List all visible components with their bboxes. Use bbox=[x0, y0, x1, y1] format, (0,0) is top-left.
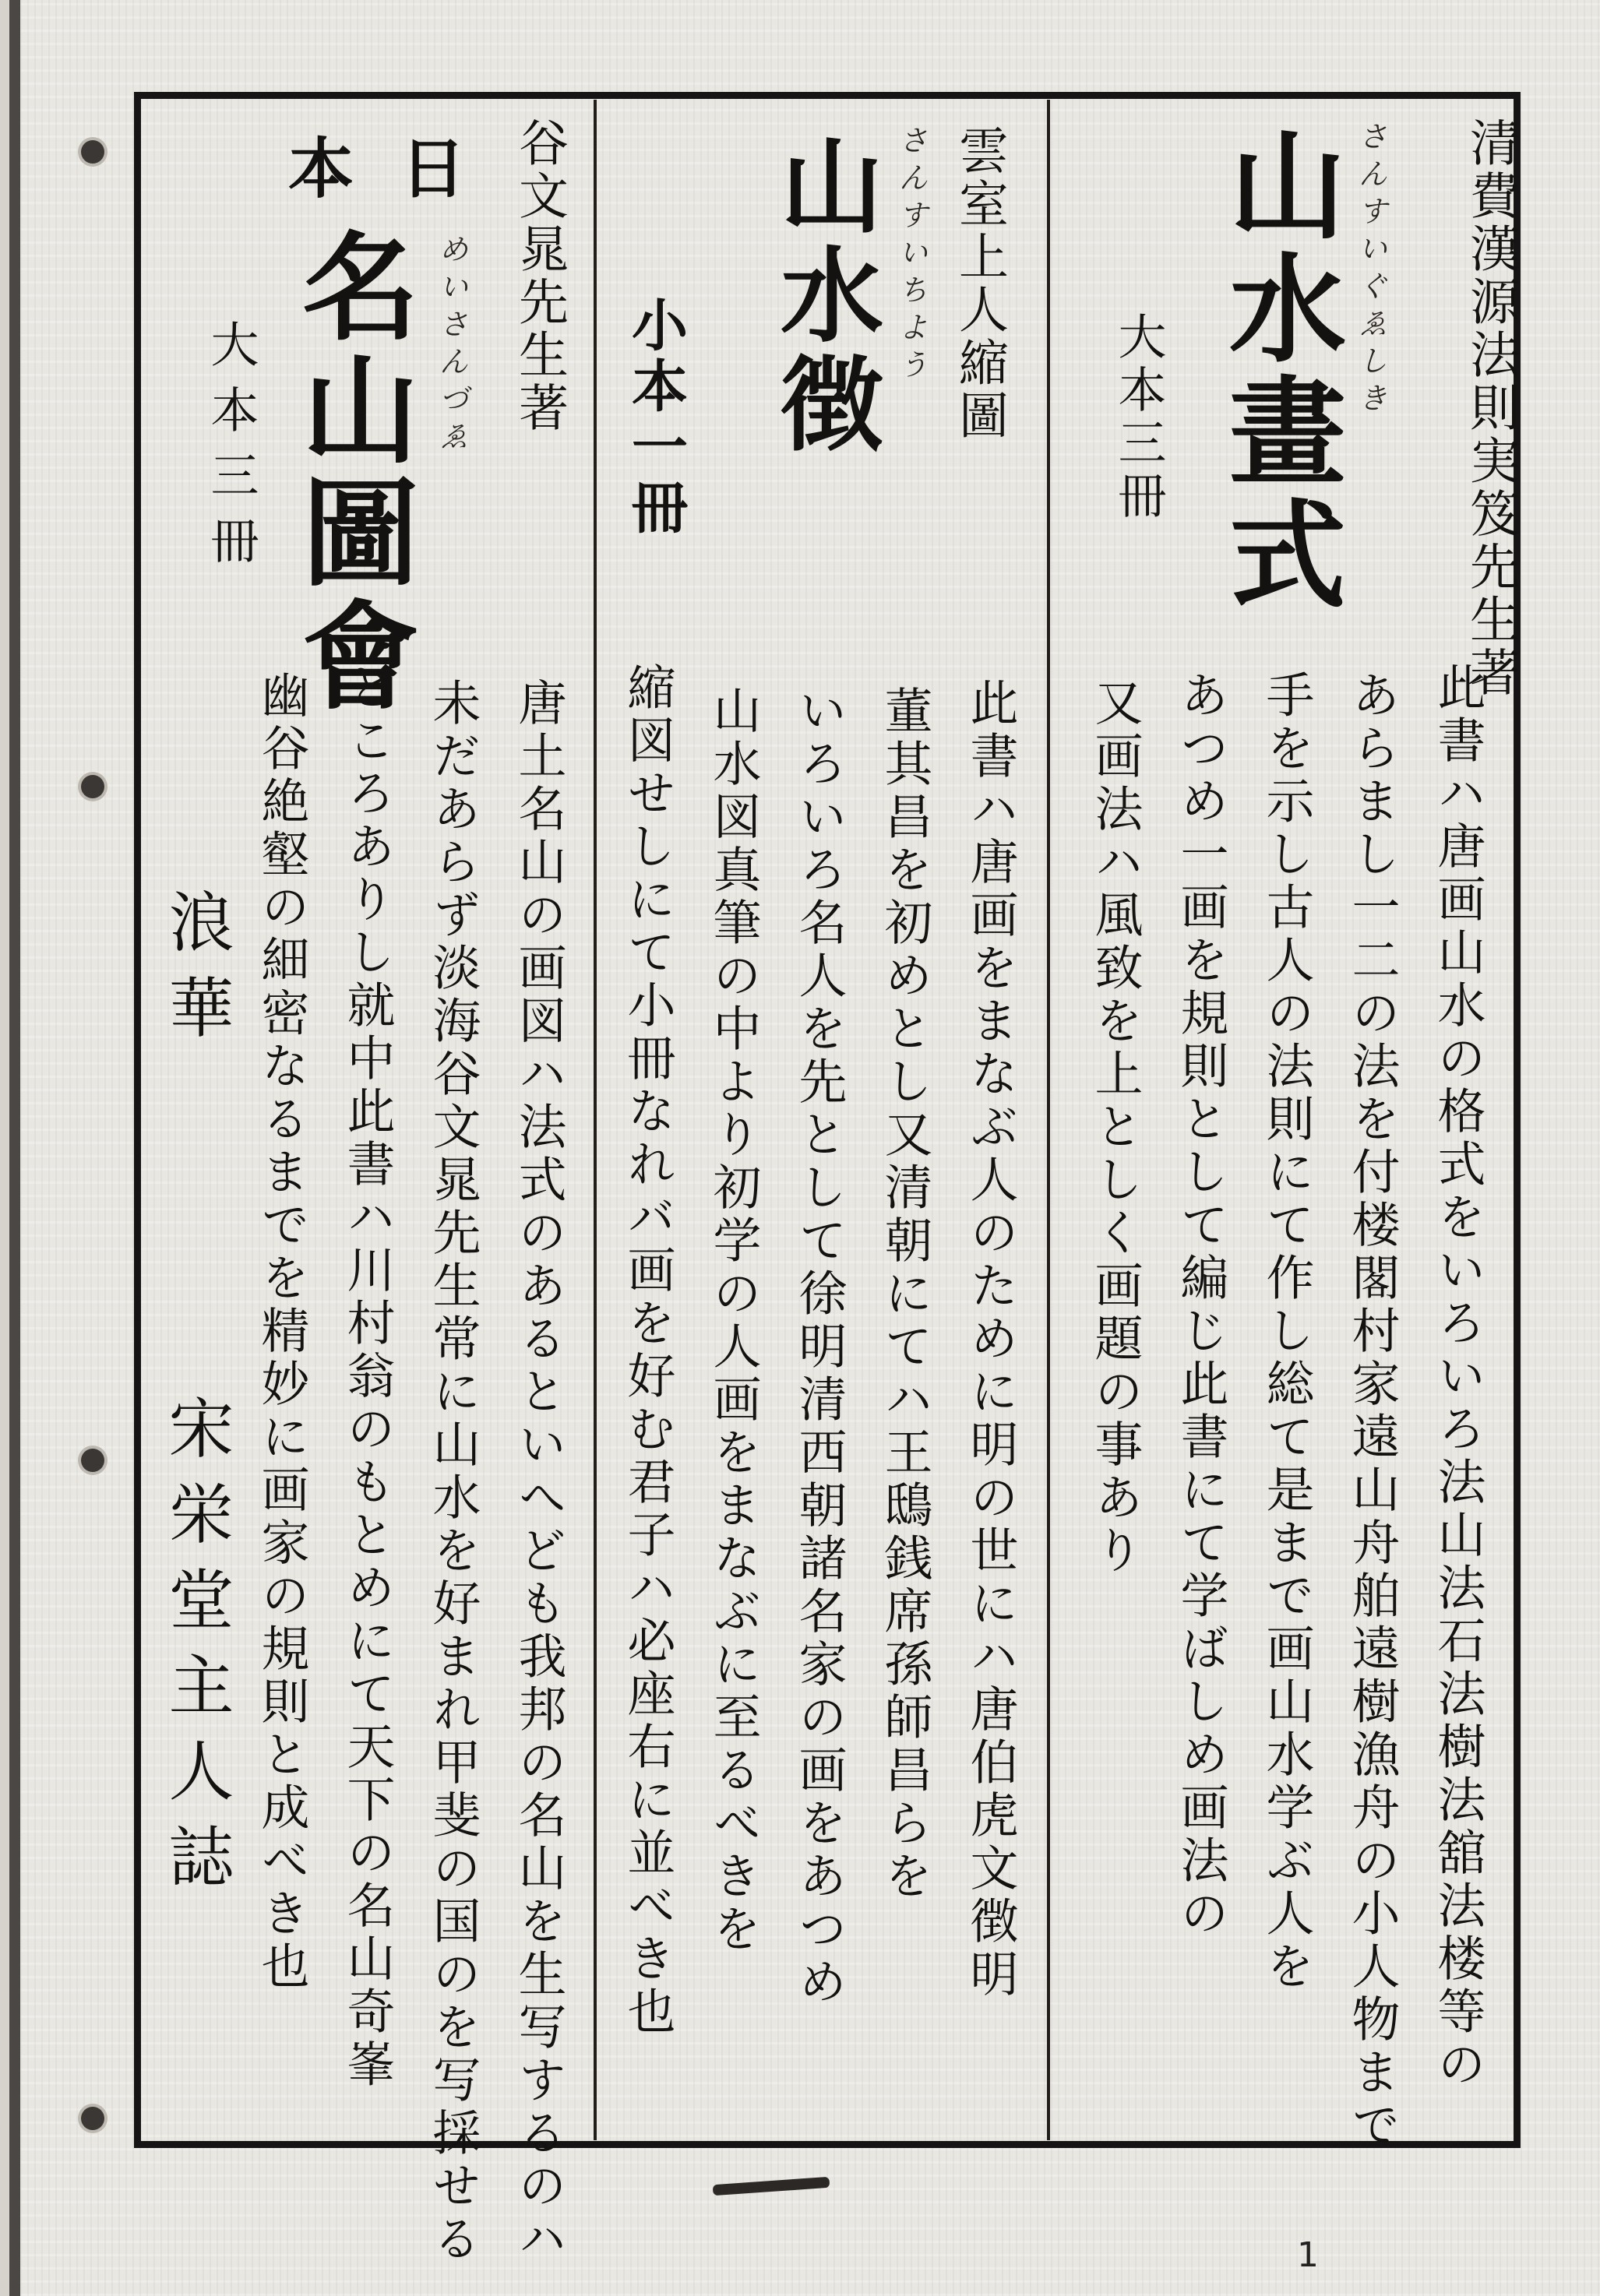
description-line: 董其昌を初めとし又清朝にてハ王鴟銭席孫師昌らを bbox=[876, 685, 933, 1903]
title-prefix: 日本 bbox=[288, 130, 513, 207]
book-author: 雲室上人縮圖 bbox=[950, 125, 1008, 442]
description-line: 未だあらず淡海谷文晁先生常に山水を好まれ甲斐の国のを写採せる bbox=[425, 678, 481, 2266]
binding-stitch-hole bbox=[81, 1449, 104, 1472]
book-title: 山水畫式 bbox=[1209, 125, 1346, 617]
binding-stitch-hole bbox=[81, 775, 104, 798]
book-title: 名山圖會 bbox=[282, 226, 419, 718]
description-line: 幽谷絶壑の細密なるまでを精妙に画家の規則と成べき也 bbox=[253, 670, 310, 1994]
description-line: あつめ一画を規則として編じ此書にて学ばしめ画法の bbox=[1172, 670, 1229, 1941]
book-title: 山水徴 bbox=[763, 132, 883, 460]
publisher-name: 宋栄堂主人誌 bbox=[158, 1394, 234, 1908]
column-divider bbox=[594, 100, 597, 2140]
description-line: 又画法ハ風致を上としく画題の事あり bbox=[1087, 678, 1144, 1578]
book-format: 大本三冊 bbox=[203, 319, 259, 581]
description-line: 此書ハ唐画山水の格式をいろいろ法山法石法樹法舘法楼等の bbox=[1429, 662, 1486, 2092]
description-line: ところありし就中此書ハ川村翁のもとめにて天下の名山奇峯 bbox=[339, 662, 396, 2092]
binding-stitch-hole bbox=[81, 140, 104, 164]
publisher-place: 浪華 bbox=[158, 888, 234, 1059]
book-format: 大本三冊 bbox=[1110, 312, 1167, 523]
description-line: 唐土名山の画図ハ法式のあるといへども我邦の名山を生写するのハ bbox=[510, 678, 567, 2266]
page-number: 1 bbox=[1297, 2235, 1319, 2275]
book-format: 小本一冊 bbox=[622, 296, 689, 539]
book-title-reading: さんすいぐゑしき bbox=[1353, 121, 1387, 420]
book-title-reading: さんすいちよう bbox=[893, 125, 928, 386]
description-line: いろいろ名人を先として徐明清西朝諸名家の画をあつめ bbox=[791, 685, 848, 2009]
binding-stitch-hole bbox=[81, 2107, 104, 2130]
description-line: 此書ハ唐画をまなぶ人のために明の世にハ唐伯虎文徴明 bbox=[962, 678, 1019, 2002]
book-author: 清費漢源法則実笈先生著 bbox=[1461, 117, 1519, 699]
description-line: あらまし一二の法を付楼閣村家遠山舟舶遠樹漁舟の小人物まで bbox=[1344, 670, 1401, 2153]
description-line: 手を示し古人の法則にて作し総て是まで画山水学ぶ人を bbox=[1258, 670, 1315, 1994]
description-line: 縮図せしにて小冊なれバ画を好む君子ハ必座右に並べき也 bbox=[619, 662, 676, 2039]
description-line: 山水図真筆の中より初学の人画をまなぶに至るべきを bbox=[705, 685, 762, 1956]
book-title-reading: めいさんづゑ bbox=[434, 234, 468, 458]
book-author: 谷文晁先生著 bbox=[510, 117, 568, 435]
column-divider bbox=[1047, 100, 1050, 2140]
